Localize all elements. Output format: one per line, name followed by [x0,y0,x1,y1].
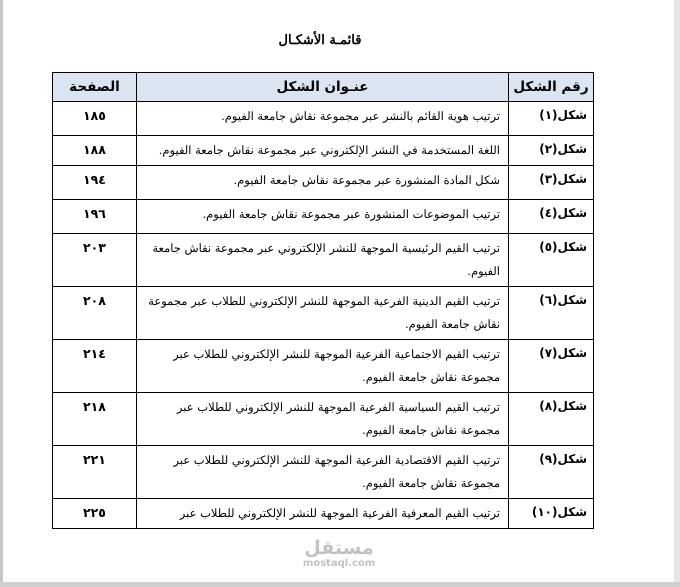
figure-page: ١٩٦ [53,200,137,234]
figure-title: ترتيب القيم السياسية الفرعية الموجهة للنشر الإلكتروني للطلاب عبر مجموعة نقاش جامعة الفيوم. [137,393,509,446]
page-right-edge [674,0,680,587]
table-row [53,166,594,200]
figure-page: ١٨٨ [53,136,137,166]
table-row [53,102,594,136]
page-left-edge [0,0,3,587]
table-row [53,340,594,393]
figure-number: شكل(١٠) [509,499,594,529]
figure-number: شكل(٧) [509,340,594,393]
table-row [53,446,594,499]
figure-title: ترتيب القيم الاقتصادية الفرعية الموجهة للنشر الإلكتروني للطلاب عبر مجموعة نقاش جامعة الفيوم. [137,446,509,499]
figure-page: ٢١٨ [53,393,137,446]
table-row [53,200,594,234]
column-header-title: عنـوان الشكل [137,73,509,102]
figure-page: ٢٠٨ [53,287,137,340]
table-row [53,287,594,340]
figure-title: ترتيب القيم الدينية الفرعية الموجهة للنشر الإلكتروني للطلاب عبر مجموعة نقاش جامعة الفيوم. [137,287,509,340]
figure-title: ترتيب القيم الاجتماعية الفرعية الموجهة للنشر الإلكتروني للطلاب عبر مجموعة نقاش جامعة الفيوم. [137,340,509,393]
figures-table [52,72,594,529]
table-row [53,393,594,446]
figure-page: ٢١٤ [53,340,137,393]
mostaql-watermark [294,538,384,570]
watermark-latin: mostaql.com [302,558,376,569]
figure-title: اللغة المستخدمة في النشر الإلكتروني عبر مجموعة نقاش جامعة الفيوم. [137,136,509,166]
figure-number: شكل(٨) [509,393,594,446]
figure-title: ترتيب هوية القائم بالنشر عبر مجموعة نقاش جامعة الفيوم. [137,102,509,136]
figure-number: شكل(٣) [509,166,594,200]
page-title: قائمـة الأشكـال [278,33,362,48]
figure-page: ١٩٤ [53,166,137,200]
table-header-row [53,73,594,102]
figure-title: شكل المادة المنشورة عبر مجموعة نقاش جامعة الفيوم. [137,166,509,200]
column-header-number: رقم الشكل [509,73,594,102]
figure-number: شكل(٢) [509,136,594,166]
column-header-page: الصفحة [53,73,137,102]
figure-number: شكل(١) [509,102,594,136]
watermark-arabic: مستقل [304,537,374,559]
page-bottom-edge [0,582,680,587]
figure-number: شكل(٤) [509,200,594,234]
figure-number: شكل(٩) [509,446,594,499]
table-row [53,499,594,529]
table-row [53,136,594,166]
figure-page: ٢٢٥ [53,499,137,529]
table-row [53,234,594,287]
figure-page: ٢٠٣ [53,234,137,287]
figure-number: شكل(٥) [509,234,594,287]
figure-page: ٢٢١ [53,446,137,499]
figure-title: ترتيب القيم الرئيسية الموجهة للنشر الإلكتروني عبر مجموعة نقاش جامعة الفيوم. [137,234,509,287]
figure-title: ترتيب القيم المعرفية الفرعية الموجهة للنشر الإلكتروني للطلاب عبر [137,499,509,529]
figure-title: ترتيب الموضوعات المنشورة عبر مجموعة نقاش جامعة الفيوم. [137,200,509,234]
figure-number: شكل(٦) [509,287,594,340]
figure-page: ١٨٥ [53,102,137,136]
